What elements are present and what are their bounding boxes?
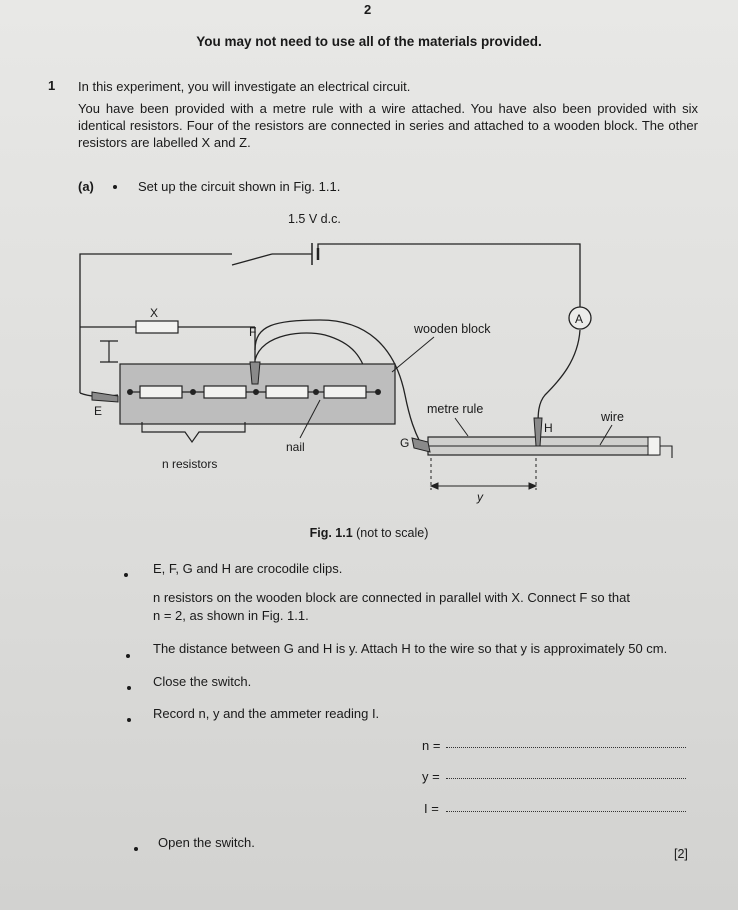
question-number: 1 <box>48 78 56 93</box>
ammeter-label: A <box>575 312 584 326</box>
label-E: E <box>94 404 103 418</box>
label-metre-rule: metre rule <box>427 402 484 416</box>
figure-caption-number: Fig. 1.1 <box>309 526 353 540</box>
answer-y-label: y = <box>422 769 440 784</box>
label-n-resistors: n resistors <box>162 457 218 471</box>
bullet-parallel: n resistors on the wooden block are connected in parallel with X. Connect F so that <box>153 590 630 605</box>
bullet <box>134 847 138 851</box>
label-nail: nail <box>286 440 305 454</box>
marks: [2] <box>674 847 688 861</box>
bullet <box>126 654 130 658</box>
label-wire: wire <box>601 410 624 424</box>
bullet <box>127 686 131 690</box>
bullet-distance: The distance between G and H is y. Attach H to the wire so that y is approximately 50 cm. <box>153 641 668 656</box>
bullet <box>127 718 131 722</box>
answer-I-line[interactable] <box>446 801 686 812</box>
label-wooden-block: wooden block <box>414 322 491 336</box>
bullet-open-switch: Open the switch. <box>158 835 255 850</box>
bullet-record: Record n, y and the ammeter reading I. <box>153 706 380 721</box>
instructions-paragraph: You have been provided with a metre rule with a wire attached. You have also been provided with six identical resistors. Four of the resistors are connected in series and attached to a wooden block. The other resistors are labelled X and Z. <box>78 101 698 150</box>
heading: You may not need to use all of the materials provided. <box>196 34 542 49</box>
label-F: F <box>249 325 257 339</box>
bullet-close-switch: Close the switch. <box>153 674 252 689</box>
page-number: 2 <box>364 2 372 17</box>
label-y: y <box>477 490 483 504</box>
answer-n-label: n = <box>422 738 441 753</box>
label-G: G <box>400 436 410 450</box>
bullet-setup: Set up the circuit shown in Fig. 1.1. <box>138 179 341 194</box>
answer-n-line[interactable] <box>446 737 686 748</box>
label-X: X <box>150 306 159 320</box>
figure-caption <box>0 526 738 540</box>
intro-text: In this experiment, you will investigate an electrical circuit. <box>78 79 411 94</box>
answer-y-line[interactable] <box>446 768 686 779</box>
bullet-parallel-cont: n = 2, as shown in Fig. 1.1. <box>153 608 309 623</box>
label-H: H <box>544 421 553 435</box>
part-a-label: (a) <box>78 179 94 194</box>
bullet <box>124 573 128 577</box>
bullet-clips: E, F, G and H are crocodile clips. <box>153 561 343 576</box>
answer-I-label: I = <box>424 801 439 816</box>
supply-label: 1.5 V d.c. <box>288 212 341 226</box>
figure-caption-rest: (not to scale) <box>352 526 429 540</box>
